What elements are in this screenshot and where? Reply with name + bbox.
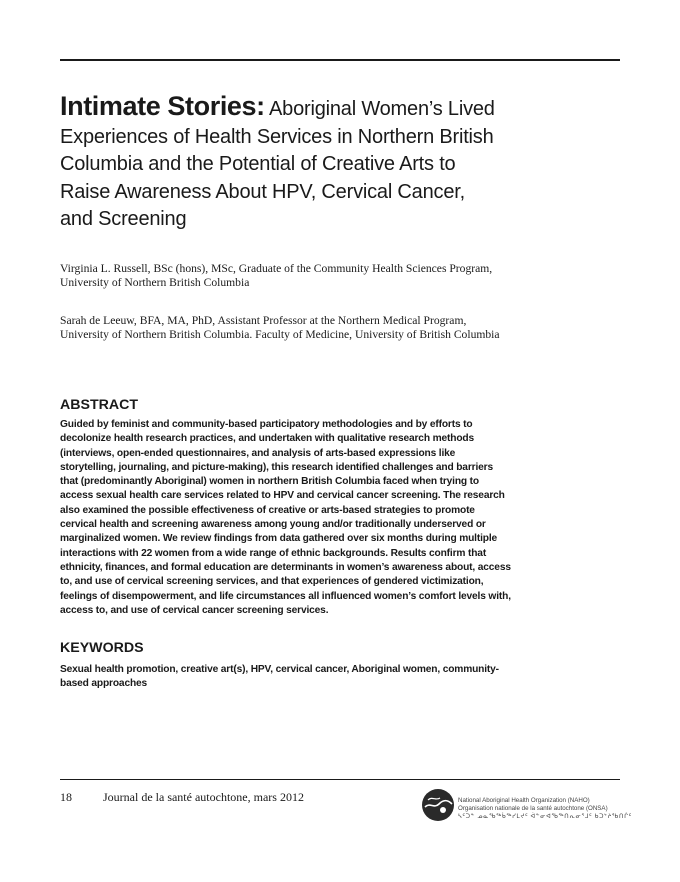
org-name-en: National Aboriginal Health Organization (NAHO) (458, 797, 590, 804)
title-lead: Intimate Stories: (60, 91, 265, 121)
journal-name: Journal de la santé autochtone, mars 2012 (103, 790, 304, 804)
naho-logo-icon (421, 788, 455, 822)
abstract-text: Guided by feminist and community-based participatory methodologies and by efforts to decolonize health research practices, and undertaken with qualitative research methods (interviews, open-ended questionnaires, and analysis of arts-based expressions like storytelling, journaling, and picture-making), this research identified challenges and barriers that (predominantly Aboriginal) women in northern British Columbia faced when trying to access sexual health care services related to HPV and cervical cancer screening. The research also examined the possible effectiveness of creative or arts-based strategies to promote cervical health and screening awareness among young and/or traditionally underserved or marginalized women. We review findings from data gathered over six months during multiple interactions with 22 women from a wide range of ethnic backgrounds. Results confirm that ethnicity, finances, and formal education are determinants in women’s awareness about, access to, and use of cervical screening services, and that experiences of gendered victimization, feelings of disempowerment, and life circumstances all influenced women’s comfort levels with, access to, and use of cervical cancer screening services. (60, 419, 511, 616)
footer-rule (60, 779, 620, 780)
org-name-fr: Organisation nationale de la santé autochtone (ONSA) (458, 805, 608, 812)
keywords-text: Sexual health promotion, creative art(s), HPV, cervical cancer, Aboriginal women, community-based approaches (60, 664, 499, 690)
title-rest: Aboriginal Women’s Lived Experiences of Health Services in Northern British Columbia and the Potential of Creative Arts to Raise Awareness About HPV, Cervical Cancer, and Screening (60, 98, 495, 230)
author-1: Virginia L. Russell, BSc (hons), MSc, Graduate of the Community Health Sciences Program, University of Northern British Columbia (60, 262, 493, 289)
abstract-heading: ABSTRACT (60, 397, 139, 413)
page-number: 18 (60, 790, 72, 804)
header-rule (60, 59, 620, 61)
article-title (60, 93, 500, 234)
org-name-syllabic: ᓴᑦᑐᓐ ᓄᓇᖃᖅᑳᖅᓯᒪᔪᑦ ᐋᓐᓂᐊᖃᖅᑎᕆᓂᕐᒧᑦ ᑲᑐᔾᔨᖃᑎᒌᑦ (458, 813, 632, 820)
author-2: Sarah de Leeuw, BFA, MA, PhD, Assistant Professor at the Northern Medical Program, University of Northern British Columbia. Faculty of Medicine, University of British Columbia (60, 314, 500, 341)
keywords-heading: KEYWORDS (60, 640, 144, 656)
